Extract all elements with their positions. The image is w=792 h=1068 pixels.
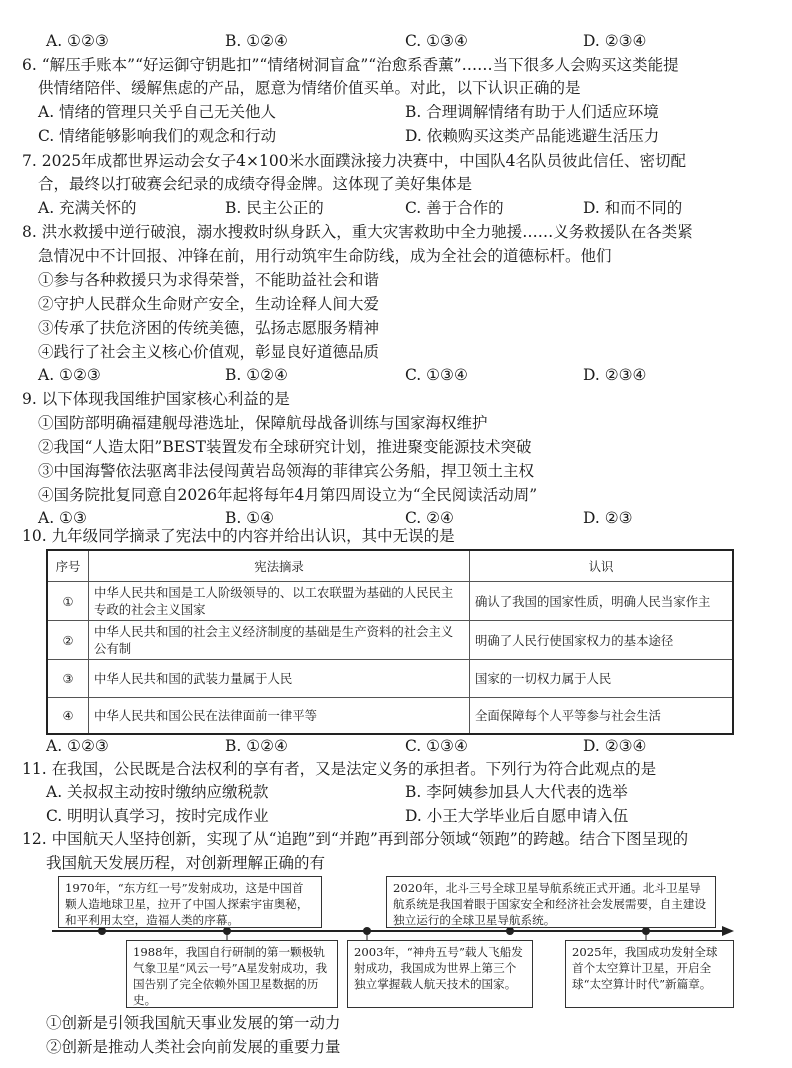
- q11-stem: 11. 在我国，公民既是合法权利的享有者，又是法定义务的承担者。下列行为符合此观点的是: [22, 760, 657, 778]
- table-row: [47, 582, 733, 621]
- q9-stem: 9. 以下体现我国维护国家核心利益的是: [22, 390, 290, 408]
- q9-item-4: ④国务院批复同意自2026年起将每年4月第四周设立为“全民阅读活动周”: [38, 486, 538, 504]
- q6-option-c: C. 情绪能够影响我们的观念和行动: [38, 127, 277, 145]
- q9-option-d: D. ②③: [583, 509, 633, 527]
- timeline-box-2003: 2003年，“神舟五号”载人飞船发射成功，我国成为世界上第三个独立掌握载人航天技术的国家。: [347, 940, 533, 1008]
- q5-option-c: C. ①③④: [405, 32, 468, 50]
- table-row: [47, 698, 733, 734]
- q11-option-c: C. 明明认真学习，按时完成作业: [46, 807, 269, 825]
- timeline-dot: [98, 927, 106, 935]
- timeline-arrow-icon: [722, 926, 734, 936]
- q5-option-d: D. ②③④: [583, 32, 647, 50]
- timeline-box-2020: 2020年，北斗三号全球卫星导航系统正式开通。北斗卫星导航系统是我国着眼于国家安全和经济社会发展需要，自主建设独立运行的全球卫星导航系统。: [386, 876, 716, 928]
- timeline-dot: [642, 927, 650, 935]
- q9-item-3: ③中国海警依法驱离非法侵闯黄岩岛领海的菲律宾公务船，捍卫领土主权: [38, 462, 535, 480]
- timeline-dot: [506, 927, 514, 935]
- q8-option-b: B. ①②④: [225, 366, 288, 384]
- row-no: ④: [47, 698, 89, 734]
- q10-stem: 10. 九年级同学摘录了宪法中的内容并给出认识，其中无误的是: [22, 527, 455, 545]
- q12-item-1: ①创新是引领我国航天事业发展的第一动力: [46, 1014, 341, 1032]
- q9-item-1: ①国防部明确福建舰母港选址，保障航母战备训练与国家海权维护: [38, 414, 488, 432]
- q6-stem-line1: 6. “解压手账本”“好运御守钥匙扣”“情绪树洞盲盒”“治愈系香薰”……当下很多人会购买这类能提: [22, 56, 679, 74]
- q8-item-4: ④践行了社会主义核心价值观，彰显良好道德品质: [38, 343, 380, 361]
- constitution-table: [46, 549, 734, 735]
- q8-stem-line1: 8. 洪水救援中逆行破浪，溺水搜救时纵身跃入，重大灾害救助中全力驰援……义务救援队在各类紧: [22, 223, 693, 241]
- q5-option-a: A. ①②③: [46, 32, 109, 50]
- q8-item-1: ①参与各种救援只为求得荣誉，不能助益社会和谐: [38, 271, 380, 289]
- row-no: ③: [47, 660, 89, 698]
- table-header-row: [47, 550, 733, 582]
- timeline-box-1970: 1970年，“东方红一号”发射成功，这是中国首颗人造地球卫星，拉开了中国人探索宇宙奥秘，和平利用太空，造福人类的序幕。: [58, 876, 322, 928]
- q9-item-2: ②我国“人造太阳”BEST装置发布全球研究计划，推进聚变能源技术突破: [38, 438, 532, 456]
- q7-option-d: D. 和而不同的: [583, 199, 683, 217]
- row-excerpt: 中华人民共和国公民在法律面前一律平等: [89, 698, 470, 734]
- q7-stem-line2: 合，最终以打破赛会纪录的成绩夺得金牌。这体现了美好集体是: [38, 175, 473, 193]
- q10-option-c: C. ①③④: [405, 737, 468, 755]
- q10-option-b: B. ①②④: [225, 737, 288, 755]
- q10-option-d: D. ②③④: [583, 737, 647, 755]
- table-row: [47, 621, 733, 660]
- q11-option-d: D. 小王大学毕业后自愿申请入伍: [405, 807, 629, 825]
- row-view: 国家的一切权力属于人民: [470, 660, 734, 698]
- q7-option-c: C. 善于合作的: [405, 199, 504, 217]
- q9-option-b: B. ①④: [225, 509, 275, 527]
- table-header-view: 认识: [470, 550, 734, 582]
- q6-option-b: B. 合理调解情绪有助于人们适应环境: [405, 103, 659, 121]
- table-header-no: 序号: [47, 550, 89, 582]
- q12-item-2: ②创新是推动人类社会向前发展的重要力量: [46, 1038, 341, 1056]
- q6-option-d: D. 依赖购买这类产品能逃避生活压力: [405, 127, 660, 145]
- row-view: 确认了我国的国家性质，明确人民当家作主: [470, 582, 734, 621]
- timeline-dot: [223, 927, 231, 935]
- q8-option-a: A. ①②③: [38, 366, 101, 384]
- row-excerpt: 中华人民共和国的武装力量属于人民: [89, 660, 470, 698]
- q12-stem-line1: 12. 中国航天人坚持创新，实现了从“追跑”到“并跑”再到部分领域“领跑”的跨越。结合下图呈现的: [22, 830, 689, 848]
- row-view: 全面保障每个人平等参与社会生活: [470, 698, 734, 734]
- table-header-excerpt: 宪法摘录: [89, 550, 470, 582]
- row-excerpt: 中华人民共和国是工人阶级领导的、以工农联盟为基础的人民民主专政的社会主义国家: [89, 582, 470, 621]
- row-no: ①: [47, 582, 89, 621]
- q5-option-b: B. ①②④: [225, 32, 288, 50]
- q8-item-3: ③传承了扶危济困的传统美德，弘扬志愿服务精神: [38, 319, 380, 337]
- timeline-box-1988: 1988年，我国自行研制的第一颗极轨气象卫星“风云一号”A星发射成功，我国告别了完全依赖外国卫星数据的历史。: [126, 940, 338, 1008]
- q9-option-a: A. ①③: [38, 509, 87, 527]
- row-view: 明确了人民行使国家权力的基本途径: [470, 621, 734, 660]
- row-excerpt: 中华人民共和国的社会主义经济制度的基础是生产资料的社会主义公有制: [89, 621, 470, 660]
- timeline-dot: [363, 927, 371, 935]
- q6-stem-line2: 供情绪陪伴、缓解焦虑的产品，愿意为情绪价值买单。对此，以下认识正确的是: [38, 79, 581, 97]
- q8-option-d: D. ②③④: [583, 366, 647, 384]
- q7-stem-line1: 7. 2025年成都世界运动会女子4×100米水面蹼泳接力决赛中，中国队4名队员彼此信任、密切配: [22, 152, 686, 170]
- q9-option-c: C. ②④: [405, 509, 454, 527]
- q6-option-a: A. 情绪的管理只关乎自己无关他人: [38, 103, 277, 121]
- q11-option-b: B. 李阿姨参加县人大代表的选举: [405, 783, 628, 801]
- table-row: [47, 660, 733, 698]
- timeline-box-2025: 2025年，我国成功发射全球首个太空算计卫星，开启全球“太空算计时代”新篇章。: [565, 940, 734, 1008]
- q7-option-a: A. 充满关怀的: [38, 199, 137, 217]
- q10-option-a: A. ①②③: [46, 737, 109, 755]
- row-no: ②: [47, 621, 89, 660]
- q8-item-2: ②守护人民群众生命财产安全，生动诠释人间大爱: [38, 295, 380, 313]
- q8-option-c: C. ①③④: [405, 366, 468, 384]
- q12-stem-line2: 我国航天发展历程，对创新理解正确的有: [46, 854, 326, 872]
- q8-stem-line2: 急情况中不计回报、冲锋在前，用行动筑牢生命防线，成为全社会的道德标杆。他们: [38, 247, 612, 265]
- q11-option-a: A. 关叔叔主动按时缴纳应缴税款: [46, 783, 269, 801]
- q7-option-b: B. 民主公正的: [225, 199, 324, 217]
